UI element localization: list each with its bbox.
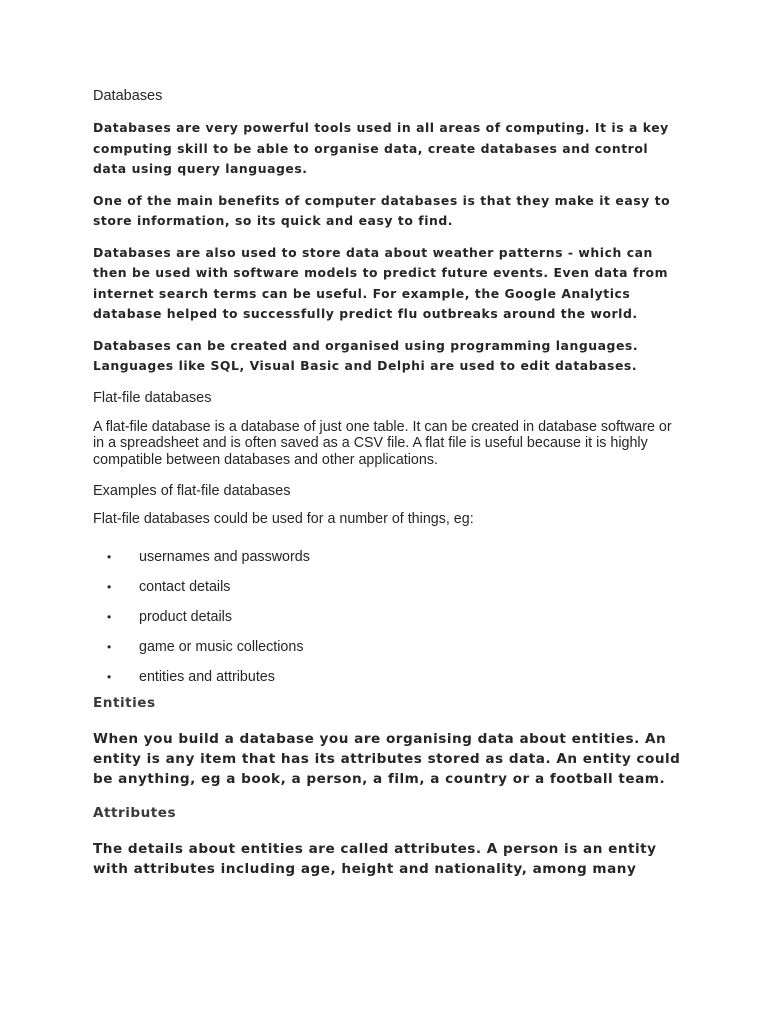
list-item-text: contact details (139, 578, 231, 595)
flat-file-heading: Flat-file databases (93, 389, 212, 406)
list-item (93, 637, 683, 667)
list-item (93, 667, 683, 697)
list-item-text: product details (139, 608, 232, 625)
list-item-text: entities and attributes (139, 668, 275, 685)
attributes-paragraph: The details about entities are called attributes. A person is an entity with attributes including age, height and nationality, among many (93, 840, 657, 877)
intro-paragraph-4: Databases can be created and organised using programming languages. Languages like SQL, Visual Basic and Delphi are used to edit databases. (93, 337, 639, 373)
bullet-icon: • (107, 579, 112, 594)
list-item (93, 547, 683, 577)
page-title: Databases (93, 88, 163, 104)
entities-paragraph: When you build a database you are organising data about entities. An entity is any item that has its attributes stored as data. An entity could be anything, eg a book, a person, a film, a country or a football team. (93, 730, 681, 787)
bullet-icon: • (107, 549, 112, 564)
bullet-icon: • (107, 669, 112, 684)
list-item (93, 607, 683, 637)
flat-file-paragraph: A flat-file database is a database of just one table. It can be created in database software or in a spreadsheet and is often saved as a CSV file. A flat file is useful because it is highly compatible between databases and other applications. (93, 418, 672, 468)
list-item-text: usernames and passwords (139, 548, 310, 565)
document-page (93, 86, 683, 879)
attributes-heading: Attributes (93, 804, 177, 821)
intro-paragraph-2: One of the main benefits of computer databases is that they make it easy to store information, so its quick and easy to find. (93, 192, 671, 228)
list-item-text: game or music collections (139, 638, 304, 655)
bullet-icon: • (107, 639, 112, 654)
examples-intro: Flat-file databases could be used for a number of things, eg: (93, 511, 474, 527)
examples-list (93, 547, 683, 697)
list-item (93, 577, 683, 607)
bullet-icon: • (107, 609, 112, 624)
intro-paragraph-1: Databases are very powerful tools used in all areas of computing. It is a key computing skill to be able to organise data, create databases and control data using query languages. (93, 120, 669, 176)
intro-paragraph-3: Databases are also used to store data about weather patterns - which can then be used with software models to predict future events. Even data from internet search terms can be useful. For example, the Google Analytics database helped to successfully predict flu outbreaks around the world. (93, 244, 669, 321)
entities-heading: Entities (93, 694, 156, 711)
examples-heading: Examples of flat-file databases (93, 483, 291, 499)
